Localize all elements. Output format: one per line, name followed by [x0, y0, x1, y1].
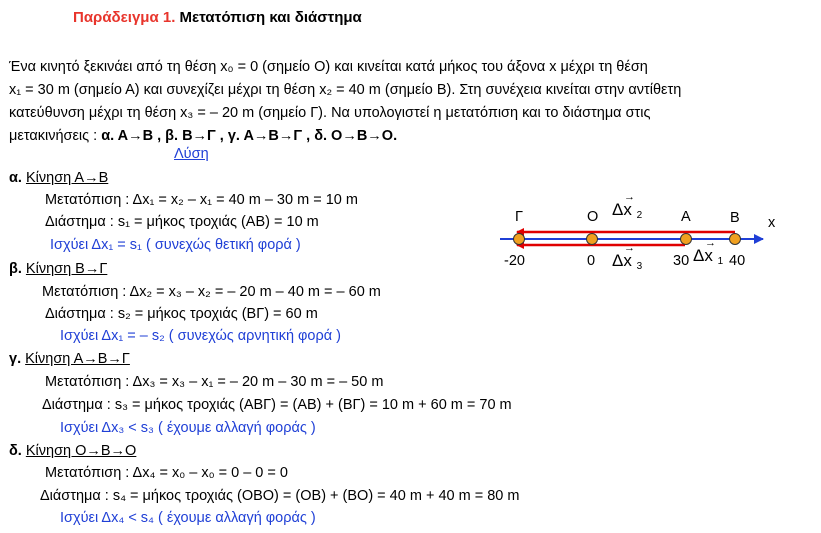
example-title: [73, 9, 362, 26]
problem-statement: [9, 56, 809, 148]
solution-label: Λύση: [174, 146, 209, 162]
section-c-note: Ισχύει Δx₃ < s₃ ( έχουμε αλλαγή φοράς ): [60, 420, 316, 436]
vector-dx2-label: Δx → $_2$: [612, 191, 643, 221]
point-o-dot: [587, 234, 598, 245]
section-a-label: α.: [9, 170, 22, 186]
section-a-displacement: Μετατόπιση : Δx₁ = x₂ – x₁ = 40 m – 30 m = 10 m: [45, 192, 358, 208]
section-c-title: Κίνηση Α→Β→Γ: [25, 351, 130, 367]
intro-line-1: Ένα κινητό ξεκινάει από τη θέση x₀ = 0 (σημείο Ο) και κινείται κατά μήκος του άξονα x μέχρι τη θέση: [9, 59, 648, 75]
section-a-header: [9, 170, 108, 186]
vector-dx3-label: Δx → $_3$: [612, 242, 643, 272]
section-d-label: δ.: [9, 443, 22, 459]
point-gamma-dot: [514, 234, 525, 245]
section-b-distance: Διάστημα : s₂ = μήκος τροχιάς (ΒΓ) = 60 m: [45, 306, 318, 322]
point-b-value: 40: [729, 253, 746, 269]
section-b-label: β.: [9, 261, 22, 277]
example-number: Παράδειγμα 1.: [73, 9, 176, 26]
section-c-label: γ.: [9, 351, 22, 367]
x-axis-label: x: [768, 215, 776, 231]
section-a-distance: Διάστημα : s₁ = μήκος τροχιάς (ΑΒ) = 10 m: [45, 214, 319, 230]
point-b-label: Β: [730, 210, 740, 226]
section-b-title: Κίνηση Β→Γ: [25, 261, 108, 277]
section-b-note: Ισχύει Δx₁ = – s₂ ( συνεχώς αρνητική φορά ): [60, 328, 341, 344]
section-d-title: Κίνηση Ο→Β→Ο: [25, 443, 137, 459]
vector-dx1-label: Δx → $_1$: [693, 237, 724, 267]
section-b-displacement: Μετατόπιση : Δx₂ = x₃ – x₂ = – 20 m – 40 m = – 60 m: [42, 284, 381, 300]
point-gamma-value: -20: [504, 253, 525, 269]
motion-diagram-svg: [495, 191, 795, 278]
section-d-header: [9, 443, 136, 459]
section-d-displacement: Μετατόπιση : Δx₄ = x₀ – x₀ = 0 – 0 = 0: [45, 465, 288, 481]
point-b-dot: [730, 234, 741, 245]
section-a-title: Κίνηση Α→Β: [25, 170, 109, 186]
example-heading: Μετατόπιση και διάστημα: [179, 9, 362, 26]
point-gamma-label: Γ: [515, 209, 523, 225]
section-a-note: Ισχύει Δx₁ = s₁ ( συνεχώς θετική φορά ): [50, 237, 301, 253]
point-a-value: 30: [673, 253, 690, 269]
intro-line-4-start: μετακινήσεις :: [9, 128, 102, 144]
section-c-distance: Διάστημα : s₃ = μήκος τροχιάς (ΑΒΓ) = (ΑΒ) + (ΒΓ) = 10 m + 60 m = 70 m: [42, 397, 512, 413]
section-c-header: [9, 351, 130, 367]
point-o-value: 0: [587, 253, 596, 269]
intro-line-4-questions: α. Α→Β , β. Β→Γ , γ. Α→Β→Γ , δ. Ο→Β→Ο.: [101, 128, 398, 144]
point-a-label: Α: [681, 209, 691, 225]
intro-line-3: κατεύθυνση μέχρι τη θέση x₃ = – 20 m (σημείο Γ). Να υπολογιστεί η μετατόπιση και το διάστημα στις: [9, 105, 651, 121]
intro-line-2: x₁ = 30 m (σημείο Α) και συνεχίζει μέχρι τη θέση x₂ = 40 m (σημείο Β). Στη συνέχεια κινείται στην αντίθετη: [9, 82, 682, 98]
section-d-distance: Διάστημα : s₄ = μήκος τροχιάς (ΟΒΟ) = (ΟΒ) + (ΒΟ) = 40 m + 40 m = 80 m: [40, 488, 520, 504]
point-a-dot: [681, 234, 692, 245]
point-o-label: Ο: [587, 209, 599, 225]
intro-line-4: [9, 125, 809, 148]
section-c-displacement: Μετατόπιση : Δx₃ = x₃ – x₁ = – 20 m – 30 m = – 50 m: [45, 374, 384, 390]
section-d-note: Ισχύει Δx₄ < s₄ ( έχουμε αλλαγή φοράς ): [60, 510, 316, 526]
section-b-header: [9, 261, 107, 277]
motion-diagram: [495, 191, 795, 278]
